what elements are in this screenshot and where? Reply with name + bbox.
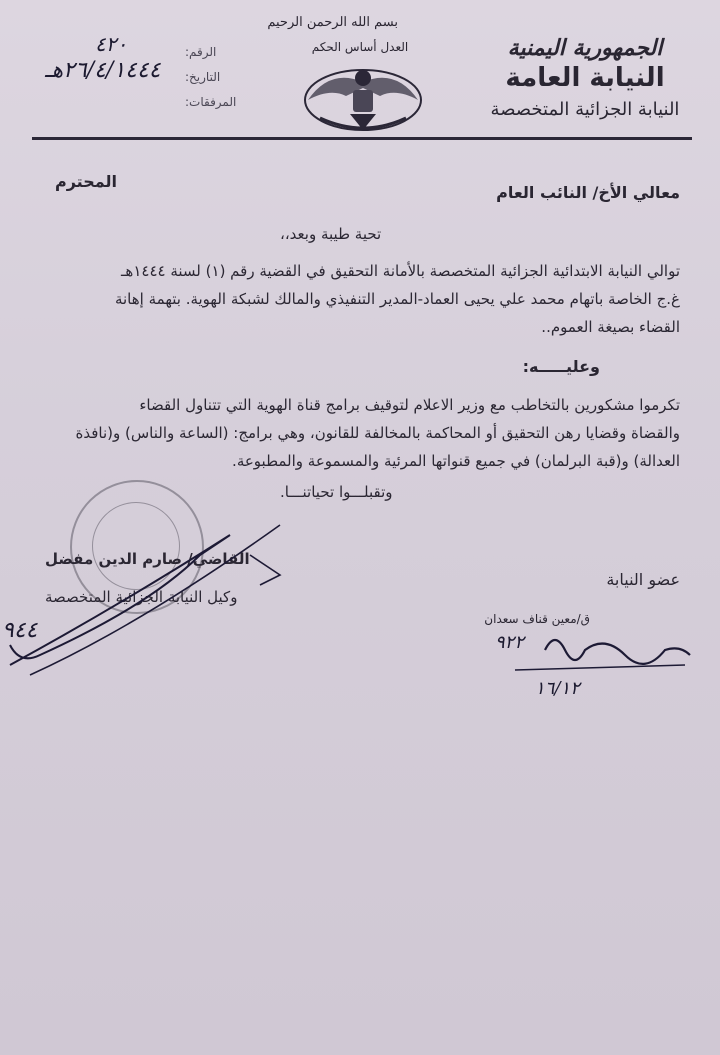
closing: وتقبلـــوا تحياتنـــا. — [280, 483, 393, 501]
number-label: الرقم: — [185, 45, 217, 59]
therefore-label: وعليـــــه: — [522, 357, 600, 376]
date-label: التاريخ: — [185, 70, 221, 84]
motto: العدل أساس الحكم — [311, 40, 409, 54]
letterhead-block — [490, 35, 680, 120]
paragraph-1-line-2: غ.ج الخاصة باتهام محمد علي يحيى العماد-المدير التنفيذي والمالك لشبكة الهوية. بتهمة إهانة — [114, 290, 680, 308]
paragraph-1-line-3: القضاء بصيغة العموم.. — [541, 318, 680, 336]
paragraph-1-line-1: توالي النيابة الابتدائية الجزائية المتخصصة بالأمانة التحقيق في القضية رقم (١) لسنة ١٤٤٤هـ — [121, 262, 680, 280]
right-signatory-name: ق/معين قناف سعدان — [484, 612, 590, 626]
right-handwritten-signature — [505, 625, 695, 675]
paragraph-2-line-2: والقضاة وقضايا رهن التحقيق أو المحاكمة بالمخالفة للقانون، وهي برامج: (الساعة والناس) و(نافذة — [75, 424, 680, 442]
left-signatory-title: وكيل النيابة الجزائية المتخصصة — [45, 588, 238, 606]
right-handwritten-date: ١٦/١٢ — [535, 678, 580, 699]
basmala: بسم الله الرحمن الرحيم — [267, 15, 398, 30]
date-value: ٢٦/٤/١٤٤٤هـ — [45, 58, 161, 83]
honorific: المحترم — [55, 172, 117, 191]
right-signatory-title: عضو النيابة — [606, 570, 680, 589]
left-handwritten-number: ٩٤٤ — [2, 618, 38, 643]
attachments-label: المرفقات: — [185, 95, 237, 109]
right-handwritten-number: ٩٢٢ — [495, 632, 525, 653]
paragraph-2-line-1: تكرموا مشكورين بالتخاطب مع وزير الاعلام لتوقيف برامج قناة الهوية التي تتناول القضاء — [139, 396, 680, 414]
left-handwritten-signature — [0, 515, 320, 690]
office-name: النيابة العامة — [505, 63, 665, 93]
department-name: النيابة الجزائية المتخصصة — [490, 99, 680, 120]
country-name: الجمهورية اليمنية — [507, 35, 663, 61]
number-value: ٤٢٠ — [95, 32, 128, 56]
addressee: معالي الأخ/ النائب العام — [496, 183, 680, 202]
yemen-eagle-emblem-icon — [300, 58, 426, 136]
greeting: تحية طيبة وبعد،، — [280, 225, 382, 243]
left-signatory-name: القاضي/ صارم الدين مفضل — [45, 550, 250, 568]
header-divider — [32, 137, 692, 140]
paragraph-2-line-3: العدالة) و(قبة البرلمان) في جميع قنواتها المرئية والمسموعة والمطبوعة. — [232, 452, 680, 470]
